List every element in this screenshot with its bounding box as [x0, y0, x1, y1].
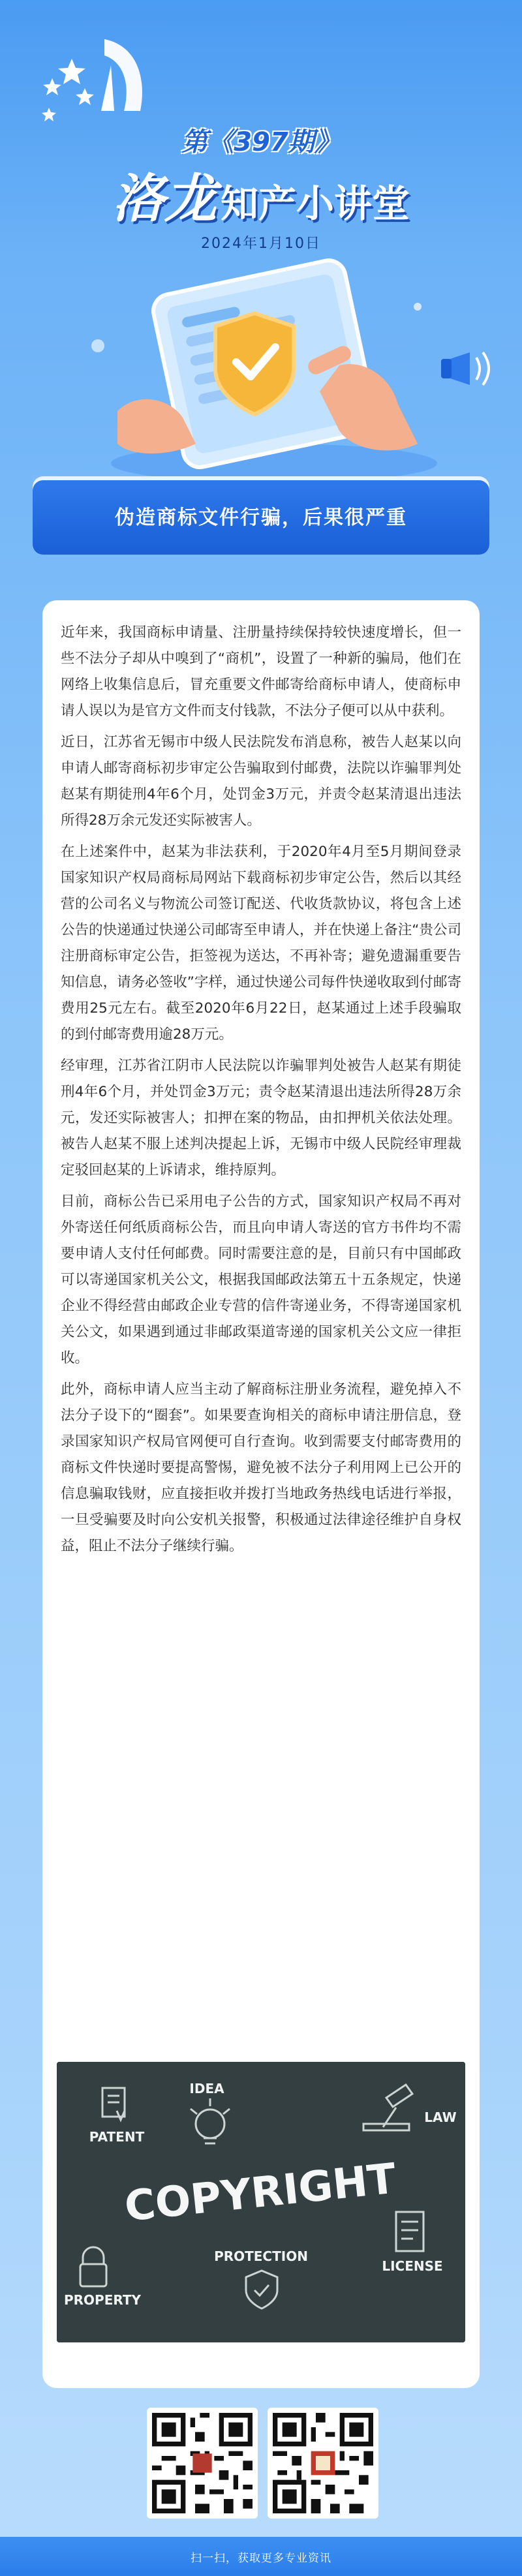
phone-shield-illustration [0, 248, 522, 502]
footer-caption: 扫一扫，获取更多专业资讯 [191, 2551, 331, 2565]
chalk-word-idea: IDEA [189, 2081, 224, 2096]
publish-date: 2024年1月10日 [201, 236, 321, 252]
chalk-word-property: PROPERTY [63, 2292, 142, 2308]
chalk-word-protection: PROTECTION [214, 2248, 308, 2264]
page-title [0, 157, 522, 232]
qr-codes [0, 2408, 522, 2532]
article-card [42, 600, 480, 2388]
article-paragraph: 近年来，我国商标申请量、注册量持续保持较快速度增长，但一些不法分子却从中嗅到了“商机”，设置了一种新的骗局，他们在网络上收集信息后，冒充重要文件邮寄给商标申请人，使商标申请人误以为是官方文件而支付钱款，不法分子便可以从中获利。 [61, 624, 461, 719]
chalk-word-patent: PATENT [89, 2129, 145, 2145]
copyright-chalkboard-image [57, 2062, 465, 2342]
article-paragraph: 经审理，江苏省江阴市人民法院以诈骗罪判处被告人赵某有期徒刑4年6个月，并处罚金3万元；责令赵某清退出违法所得28万余元，发还实际被害人；扣押在案的物品，由扣押机关依法处理。被告人赵某不服上述判决提起上诉，无锡市中级人民院经审理裁定驳回赵某的上诉请求，维持原判。 [61, 1058, 461, 1178]
article-paragraph: 目前，商标公告已采用电子公告的方式，国家知识产权局不再对外寄送任何纸质商标公告，而且向申请人寄送的官方书件均不需要申请人支付任何邮费。同时需要注意的是，目前只有中国邮政可以寄递国家机关公文，根据我国邮政法第五十五条规定，快递企业不得经营由邮政企业专营的信件寄递业务，不得寄递国家机关公文，如果遇到通过非邮政渠道寄递的国家机关公文应一律拒收。 [61, 1193, 461, 1366]
article-paragraph: 此外，商标申请人应当主动了解商标注册业务流程，避免掉入不法分子设下的“圈套”。如果要查询相关的商标申请注册信息，登录国家知识产权局官网便可自行查询。收到需要支付邮寄费用的商标文件快递时要提高警惕，避免被不法分子利用网上已公开的信息骗取钱财，应直接拒收并拨打当地政务热线电话进行举报，一旦受骗要及时向公安机关报警，积极通过法律途径维护自身权益，阻止不法分子继续行骗。 [61, 1381, 461, 1554]
header [0, 0, 522, 568]
footer-bar [0, 2537, 522, 2576]
title-sub: 知产小讲堂 [220, 181, 410, 226]
qr-code-right[interactable] [268, 2408, 378, 2519]
issue-number: 第《397期》 [181, 127, 341, 157]
topic-title: 伪造商标文件行骗，后果很严重 [115, 506, 407, 529]
chalk-word-law: LAW [424, 2109, 457, 2125]
chalk-big-copyright: COPYRIGHT [122, 2154, 399, 2231]
qr-code-left[interactable] [147, 2408, 258, 2519]
qr-code-left-icon [152, 2413, 253, 2513]
chalk-word-license: LICENSE [382, 2258, 443, 2274]
topic-banner [33, 476, 489, 555]
article-paragraph: 在上述案件中，赵某为非法获利，于2020年4月至5月期间登录国家知识产权局商标局网站下载商标初步审定公告，然后以其经营的公司名义与物流公司签订配送、代收货款协议，将包含上述公告的快递通过快递公司邮寄至申请人，并在快递上备注“贵公司注册商标审定公告，拒签视为送达，不再补寄；避免遗漏重要告知信息，请务必签收”字样，通过快递公司每件快递收取到付邮寄费用25元左右。截至2020年6月22日，赵某通过上述手段骗取的到付邮寄费用逾28万元。 [61, 844, 461, 1043]
title-main: 洛龙 [112, 168, 217, 229]
article-paragraph: 近日，江苏省无锡市中级人民法院发布消息称，被告人赵某以向申请人邮寄商标初步审定公告骗取到付邮费，法院以诈骗罪判处赵某有期徒刑4年6个月，处罚金3万元，并责令赵某清退出违法所得28万余元发还实际被害人。 [61, 734, 461, 829]
qr-code-right-icon [273, 2413, 373, 2513]
